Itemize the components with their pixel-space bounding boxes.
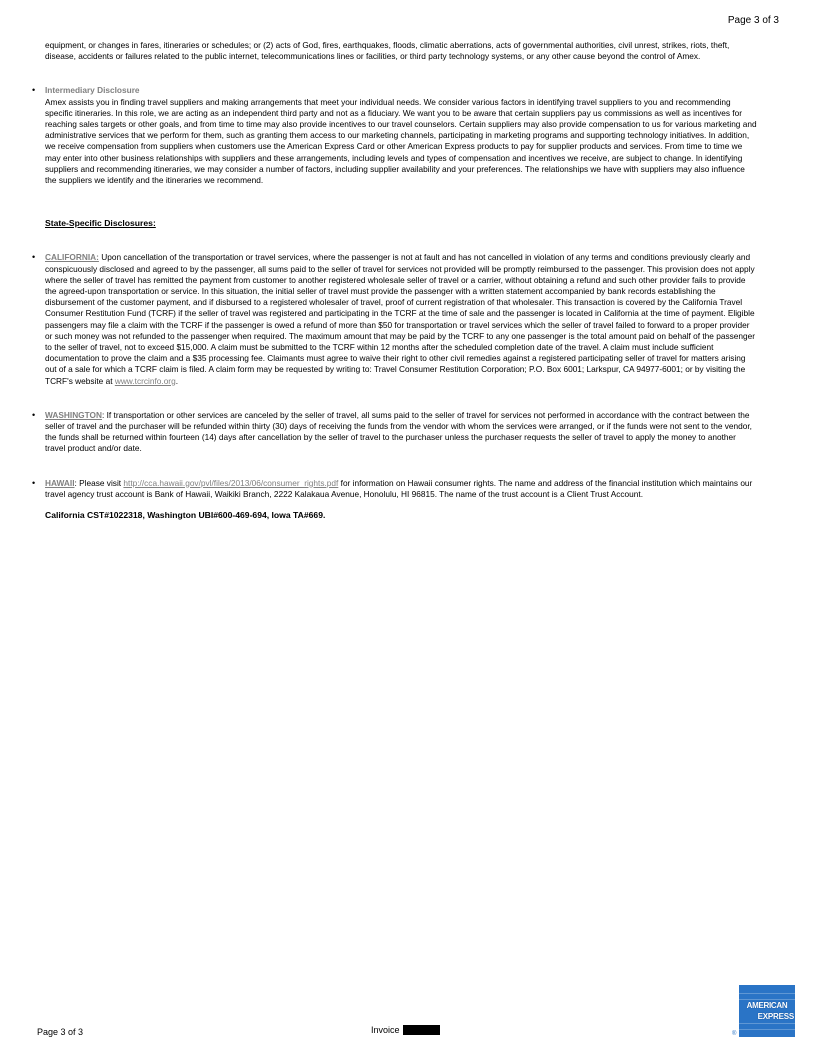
tcrf-website-link[interactable]: www.tcrcinfo.org — [114, 375, 176, 386]
logo-line2: EXPRESS — [757, 1012, 794, 1021]
license-numbers: California CST#1022318, Washington UBI#600-469-694, Iowa TA#669. — [45, 510, 326, 521]
footer-page-number: Page 3 of 3 — [37, 1027, 84, 1037]
bullet-icon: • — [32, 252, 36, 263]
header-page-number: Page 3 of 3 — [727, 15, 779, 26]
bullet-icon: • — [32, 477, 36, 488]
bullet-icon: • — [32, 85, 36, 96]
hawaii-consumer-rights-link[interactable]: http://cca.hawaii.gov/pvl/files/2013/06/consumer_rights.pdf — [123, 477, 339, 488]
american-express-logo — [739, 985, 795, 1037]
intermediary-disclosure — [32, 85, 757, 186]
state-specific-heading: State-Specific Disclosures: — [45, 218, 156, 229]
invoice-label: Invoice — [371, 1025, 400, 1035]
registered-mark: ® — [732, 1031, 737, 1037]
continuation-paragraph: equipment, or changes in fares, itineraries or schedules; or (2) acts of God, fires, earthquakes, floods, climatic aberrations, acts of governmental authorities, civil unrest, strikes, riots, theft, disease, accidents or failures related to the public internet, telecommunications lines or facilities, or third party technology systems, or any other cause beyond the control of Amex. — [45, 40, 730, 62]
hawaii-body: for information on Hawaii consumer rights. The name and address of the financial institution which maintains our travel agency trust account is Bank of Hawaii, Waikiki Branch, 2222 Kalakaua Avenue, Honolulu, HI 96815. The name of the trust account is a Client Trust Account. — [45, 477, 753, 499]
footer-invoice — [371, 1025, 440, 1035]
washington-label: WASHINGTON — [45, 409, 103, 420]
hawaii-label: HAWAII — [45, 477, 75, 488]
redacted-invoice-number — [403, 1025, 440, 1035]
bullet-icon: • — [32, 409, 36, 420]
california-label: CALIFORNIA: — [45, 252, 99, 263]
washington-body: : If transportation or other services are canceled by the seller of travel, all sums paid to the seller of travel for services not performed in accordance with the contract between the seller of travel and the purchaser will be refunded within thirty (30) days of receiving the funds from the vendor with whom the services were arranged, or if the funds were not sent to the vendor, the funds shall be returned within fourteen (14) days after cancellation by the seller of travel to the purchaser unless the purchaser requests the seller of travel to apply the money to another travel product and/or date. — [45, 409, 752, 454]
hawaii-disclosure: • HAWAII: Please visit http://cca.hawaii.gov/pvl/files/2013/06/consumer_rights.pdf for information on Hawaii consumer rights. The name and address of the financial institution which maintains our travel agency trust account is Bank of Hawaii, Waikiki Branch, 2222 Kalakaua Avenue, Honolulu, HI 96815. The name of the trust account is a Client Trust Account. — [32, 477, 753, 499]
california-disclosure: • CALIFORNIA: Upon cancellation of the transportation or travel services, where the passenger is not at fault and has not cancelled in violation of any terms and conditions previously clearly and conspicuously disclosed and agreed to by the passenger, all sums paid to the seller of travel for services not provided will be promptly reimbursed to the passenger. This provision does not apply where the seller of travel has remitted the payment from customer to another registered wholesale seller of travel or a carrier, without obtaining a refund and such other provider fails to provide the agreed-upon transportation or service. In this situation, the initial seller of travel must provide the passenger with a written statement accompanied by bank records establishing the disbursement of the customer payment, and if disbursed to a registered wholesaler of travel, proof of current registration of that wholesaler. This transaction is covered by the California Travel Consumer Restitution Fund (TCRF) if the seller of travel was registered and participating in the TCRF at the time of sale and the passenger is located in California at the time of payment. Eligible passengers may file a claim with the TCRF if the passenger is owed a refund of more than $50 for transportation or travel services which the seller of travel failed to forward to a proper provider or such money was not refunded to the passenger when required. The maximum amount that may be paid by the TCRF to any one passenger is the total amount paid on behalf of the passenger to the seller of travel, not to exceed $15,000. A claim must be submitted to the TCRF within 12 months after the scheduled completion date of the travel. A claim must include sufficient documentation to prove the claim and a $35 processing fee. Claimants must agree to waive their right to other civil remedies against a registered participating seller of travel for matters arising out of a sale for which a TCRF claim is filed. A claim form may be requested by writing to: Travel Consumer Restitution Corporation; P.O. Box 6001; Larkspur, CA 94977-6001; or by visiting the TCRF's website at www.tcrcinfo.org. — [32, 252, 755, 386]
logo-line1: AMERICAN — [746, 1001, 788, 1010]
document-body — [32, 40, 757, 521]
intermediary-body: Amex assists you in finding travel suppliers and making arrangements that meet your individual needs. We consider various factors in identifying travel suppliers to you and recommending specific itineraries. In this role, we are acting as an independent third party and not as a fiduciary. We want you to be aware that certain suppliers pay us commissions as well as incentives for reaching sales targets or other goals, and from time to time may also provide incentives to our travel counselors. Certain suppliers may also provide compensation to us for various marketing and administrative services that we perform for them, such as granting them access to our marketing channels, participating in marketing programs and supporting technology initiatives. In addition, we receive compensation from suppliers when customers use the American Express Card or other American Express products to pay for supplier products and services. From time to time we may enter into other business relationships with suppliers and these arrangements, including levels and types of compensation and incentives we receive, are subject to change. In identifying suppliers and recommending itineraries, we may consider a number of factors, including supplier availability and your preferences. The relationships we have with suppliers may also influence the suppliers we identify and the itineraries we recommend. — [45, 96, 757, 186]
california-body: Upon cancellation of the transportation or travel services, where the passenger is not at fault and has not cancelled in violation of any terms and conditions previously clearly and conspicuously disclosed and agreed to by the passenger, all sums paid to the seller of travel for services not provided will be promptly reimbursed to the passenger. This provision does not apply where the seller of travel has remitted the payment from customer to another registered wholesale seller of travel or a carrier, without obtaining a refund and such other provider fails to provide the agreed-upon transportation or service. In this situation, the initial seller of travel must provide the passenger with a written statement accompanied by bank records establishing the disbursement of the customer payment, and if disbursed to a registered wholesaler of travel, proof of current registration of that wholesaler. This transaction is covered by the California Travel Consumer Restitution Fund (TCRF) if the seller of travel was registered and participating in the TCRF at the time of sale and the passenger is located in California at the time of payment. Eligible passengers may file a claim with the TCRF if the passenger is owed a refund of more than $50 for transportation or travel services which the seller of travel failed to forward to a proper provider or such money was not refunded to the passenger when required. The maximum amount that may be paid by the TCRF to any one passenger is the total amount paid on behalf of the passenger to the seller of travel, not to exceed $15,000. A claim must be submitted to the TCRF within 12 months after the scheduled completion date of the travel. A claim must include sufficient documentation to prove the claim and a $35 processing fee. Claimants must agree to waive their right to other civil remedies against a registered participating seller of travel for matters arising out of a sale for which a TCRF claim is filed. A claim form may be requested by writing to: Travel Consumer Restitution Corporation; P.O. Box 6001; Larkspur, CA 94977-6001; or by visiting the TCRF's website at — [45, 252, 755, 386]
washington-disclosure — [32, 409, 757, 455]
intermediary-title: Intermediary Disclosure — [45, 85, 140, 96]
